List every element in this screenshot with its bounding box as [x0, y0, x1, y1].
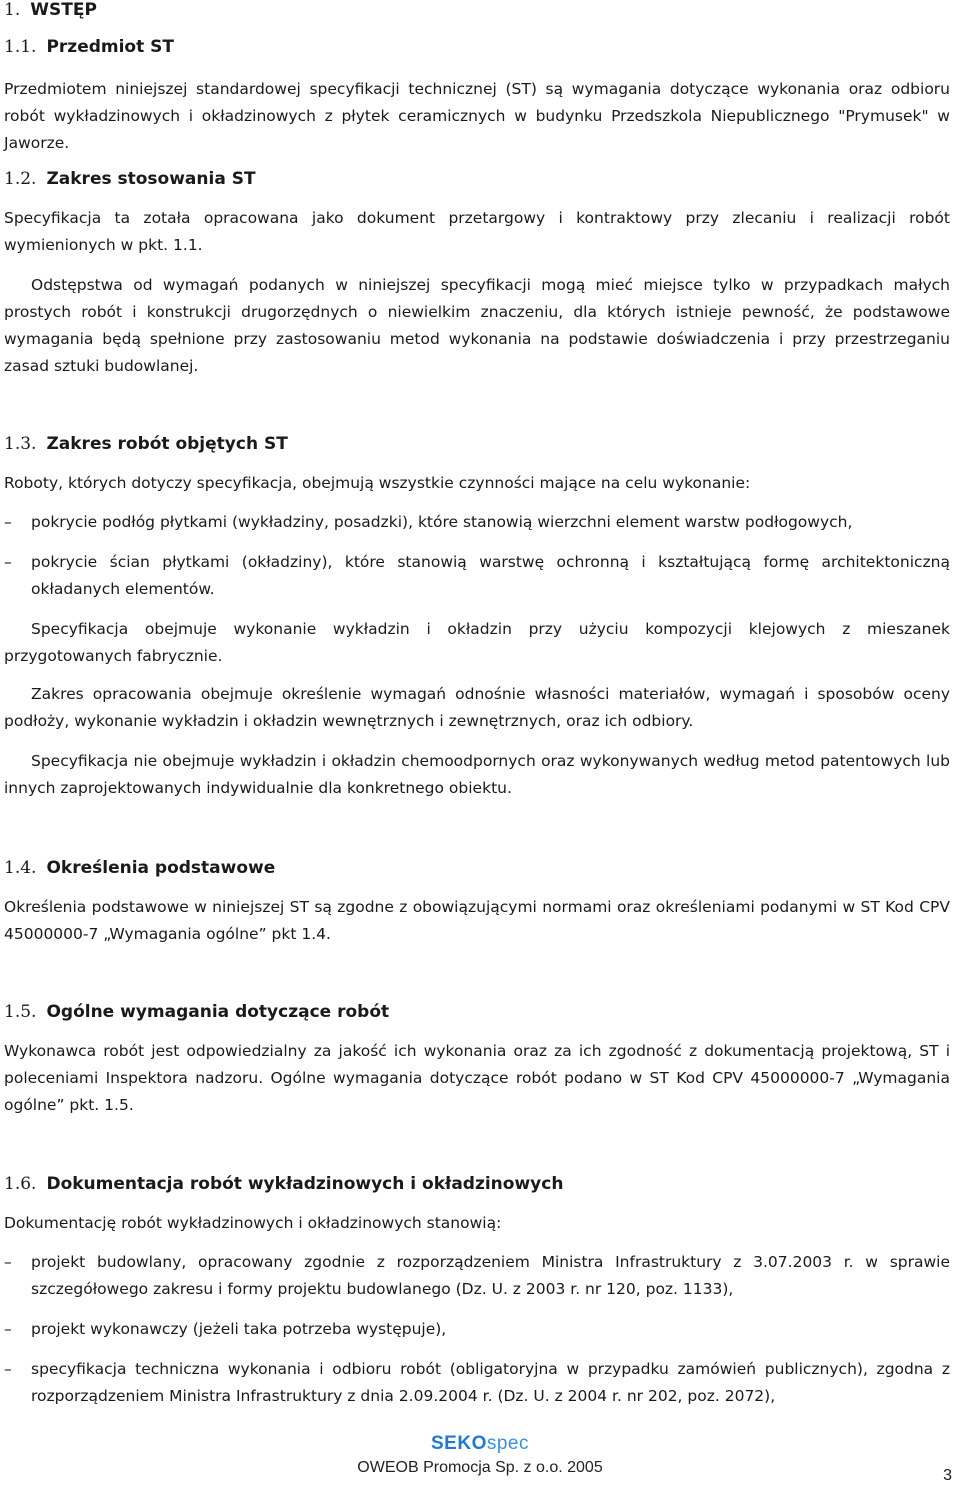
page-number: 3: [943, 1467, 952, 1484]
list-item-text: projekt budowlany, opracowany zgodnie z rozporządzeniem Ministra Infrastruktury z 3.07.2003 r. w sprawie szczegółowego zakresu i formy projektu budowlanego (Dz. U. z 2003 r. nr 120, poz. 1133),: [31, 1253, 950, 1298]
logo-bold-text: SEKO: [431, 1433, 487, 1454]
logo-light-text: spec: [486, 1433, 529, 1454]
list-item-text: projekt wykonawczy (jeżeli taka potrzeba występuje),: [31, 1320, 447, 1338]
footer-company: OWEOB Promocja Sp. z o.o. 2005: [357, 1459, 603, 1476]
section-title: Zakres robót objętych ST: [46, 434, 288, 454]
paragraph-adhesives: Specyfikacja obejmuje wykonanie wykładzin i okładzin przy użyciu kompozycji klejowych z mieszanek przygotowanych fabrycznie.: [4, 620, 950, 665]
list-item-text: pokrycie ścian płytkami (okładziny), które stanowią warstwę ochronną i kształtującą formę architektoniczną okładanych elementów.: [31, 553, 950, 598]
section-number: 1.5.: [4, 1002, 37, 1022]
dash-bullet: –: [4, 1320, 12, 1338]
section-heading-1-6: [4, 1171, 563, 1198]
section-number: 1.: [4, 0, 21, 20]
paragraph-subject: Przedmiotem niniejszej standardowej specyfikacji technicznej (ST) są wymagania dotyczące wykonania oraz odbioru robót wykładzinowych i okładzinowych z płytek ceramicznych w budynku Przedszkola Niepublicznego "Prymusek" w Jaworze.: [4, 80, 950, 152]
paragraph-works-intro: Roboty, których dotyczy specyfikacja, obejmują wszystkie czynności mające na celu wykonanie:: [4, 474, 751, 492]
section-title: Przedmiot ST: [46, 37, 174, 57]
list-item-text: pokrycie podłóg płytkami (wykładziny, posadzki), które stanowią wierzchni element warstw podłogowych,: [31, 513, 853, 531]
paragraph-requirements: Zakres opracowania obejmuje określenie wymagań odnośnie własności materiałów, wymagań i sposobów oceny podłoży, wykonanie wykładzin i okładzin wewnętrznych i zewnętrznych, oraz ich odbiory.: [4, 685, 950, 730]
section-heading-1-4: [4, 855, 275, 882]
dash-bullet: –: [4, 1360, 12, 1378]
section-title: Zakres stosowania ST: [46, 169, 256, 189]
paragraph-deviations: Odstępstwa od wymagań podanych w niniejszej specyfikacji mogą mieć miejsce tylko w przypadkach małych prostych robót i konstrukcji drugorzędnych o niewielkim znaczeniu, dla których istnieje pewność, że podstawowe wymagania będą spełnione przy zastosowaniu metod wykonania na podstawie doświadczenia i przy przestrzeganiu zasad sztuki budowlanej.: [4, 276, 950, 375]
paragraph-exclusions: Specyfikacja nie obejmuje wykładzin i okładzin chemoodpornych oraz wykonywanych według metod patentowych lub innych zaprojektowanych indywidualnie dla konkretnego obiektu.: [4, 752, 950, 797]
section-title: WSTĘP: [30, 0, 97, 20]
section-title: Ogólne wymagania dotyczące robót: [46, 1002, 390, 1022]
section-heading-1-1: [4, 34, 174, 61]
list-item: [4, 509, 950, 536]
list-item: [4, 1316, 950, 1343]
list-item: [4, 1356, 950, 1410]
sekospec-logo: [0, 1432, 960, 1456]
section-title: Określenia podstawowe: [46, 858, 276, 878]
list-item: [4, 549, 950, 603]
dash-bullet: –: [4, 553, 12, 571]
paragraph-documentation-intro: Dokumentację robót wykładzinowych i okładzinowych stanowią:: [4, 1214, 502, 1232]
page-footer: [0, 1432, 960, 1480]
paragraph-general-requirements: Wykonawca robót jest odpowiedzialny za jakość ich wykonania oraz za ich zgodność z dokumentacją projektową, ST i poleceniami Inspektora nadzoru. Ogólne wymagania dotyczące robót podano w ST Kod CPV 45000000-7 „Wymagania ogólne” pkt. 1.5.: [4, 1042, 950, 1114]
section-number: 1.2.: [4, 169, 37, 189]
dash-bullet: –: [4, 1253, 12, 1271]
section-title: Dokumentacja robót wykładzinowych i okładzinowych: [46, 1174, 564, 1194]
section-number: 1.4.: [4, 858, 37, 878]
paragraph-scope: Specyfikacja ta zotała opracowana jako dokument przetargowy i kontraktowy przy zlecaniu i realizacji robót wymienionych w pkt. 1.1.: [4, 209, 950, 254]
section-number: 1.1.: [4, 37, 37, 57]
section-heading-1: [4, 0, 97, 24]
section-heading-1-5: [4, 999, 389, 1026]
section-heading-1-3: [4, 431, 288, 458]
section-heading-1-2: [4, 166, 256, 193]
paragraph-definitions: Określenia podstawowe w niniejszej ST są zgodne z obowiązującymi normami oraz określeniami podanymi w ST Kod CPV 45000000-7 „Wymagania ogólne” pkt 1.4.: [4, 898, 950, 943]
dash-bullet: –: [4, 513, 12, 531]
section-number: 1.6.: [4, 1174, 37, 1194]
list-item: [4, 1249, 950, 1303]
section-number: 1.3.: [4, 434, 37, 454]
list-item-text: specyfikacja techniczna wykonania i odbioru robót (obligatoryjna w przypadku zamówień publicznych), zgodna z rozporządzeniem Ministra Infrastruktury z dnia 2.09.2004 r. (Dz. U. z 2004 r. nr 202, poz. 2072),: [31, 1360, 950, 1405]
